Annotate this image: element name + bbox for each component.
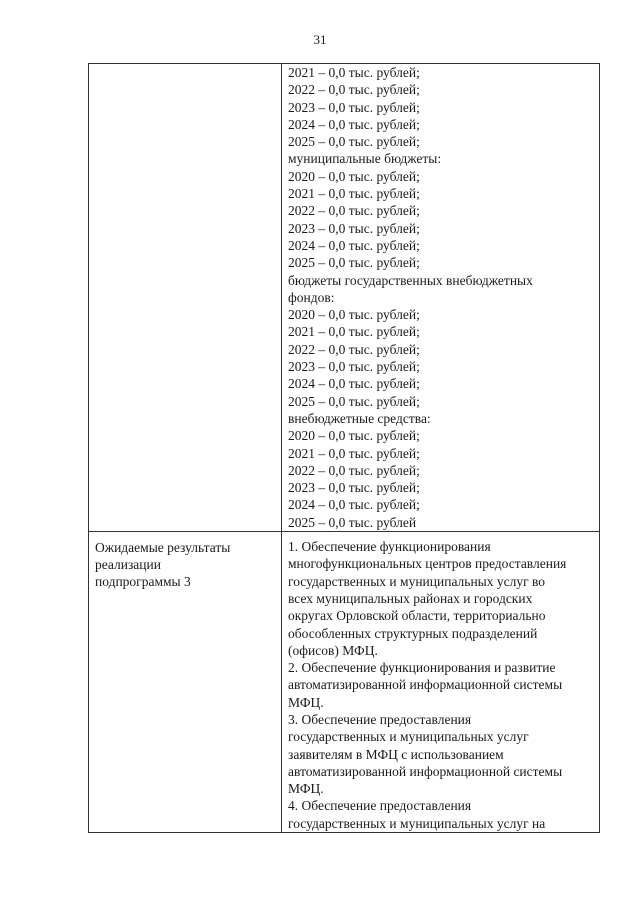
funding-line: внебюджетные средства: (288, 410, 431, 426)
row1-left-text (89, 64, 281, 71)
funding-line: 2024 – 0,0 тыс. рублей; (288, 376, 420, 392)
funding-line: 2025 – 0,0 тыс. рублей; (288, 255, 420, 271)
result-line: обособленных структурных подразделений (288, 625, 538, 641)
funding-line: 2020 – 0,0 тыс. рублей; (288, 307, 420, 323)
funding-line: 2020 – 0,0 тыс. рублей; (288, 428, 420, 444)
funding-line: 2021 – 0,0 тыс. рублей; (288, 65, 420, 80)
funding-line: 2025 – 0,0 тыс. рублей; (288, 393, 420, 409)
result-line: автоматизированной информационной системы (288, 763, 563, 779)
funding-line: 2024 – 0,0 тыс. рублей; (288, 497, 420, 513)
result-line: автоматизированной информационной системы (288, 677, 563, 693)
row2-right-cell (282, 532, 600, 833)
row1-left-cell (89, 64, 282, 532)
funding-line: 2022 – 0,0 тыс. рублей; (288, 341, 420, 357)
result-line: государственных и муниципальных услуг на (288, 815, 546, 831)
funding-line: 2023 – 0,0 тыс. рублей; (288, 99, 420, 115)
funding-line: 2021 – 0,0 тыс. рублей; (288, 324, 420, 340)
funding-line: 2024 – 0,0 тыс. рублей; (288, 237, 420, 253)
row2-left-text (89, 532, 281, 590)
result-line: государственных и муниципальных услуг во (288, 573, 546, 589)
result-line: округах Орловской области, территориально (288, 608, 546, 624)
result-line: 2. Обеспечение функционирования и развитие (288, 660, 556, 676)
funding-line: 2025 – 0,0 тыс. рублей (288, 514, 417, 530)
funding-line: 2020 – 0,0 тыс. рублей; (288, 168, 420, 184)
page-number: 31 (313, 32, 327, 47)
funding-line: 2023 – 0,0 тыс. рублей; (288, 220, 420, 236)
funding-lines (282, 64, 599, 531)
result-line: заявителям в МФЦ с использованием (288, 746, 504, 762)
result-line: МФЦ. (288, 781, 324, 797)
funding-line: 2022 – 0,0 тыс. рублей; (288, 203, 420, 219)
funding-line: 2024 – 0,0 тыс. рублей; (288, 116, 420, 132)
result-line: государственных и муниципальных услуг (288, 729, 529, 745)
row2-left-line: подпрограммы 3 (95, 574, 191, 590)
result-line: МФЦ. (288, 694, 324, 710)
table-row (89, 532, 600, 833)
row2-left-line: реализации (95, 557, 161, 573)
funding-line: 2022 – 0,0 тыс. рублей; (288, 82, 420, 98)
funding-line: бюджеты государственных внебюджетных (288, 272, 533, 288)
result-line: многофункциональных центров предоставления (288, 556, 567, 572)
result-line: 3. Обеспечение предоставления (288, 711, 472, 727)
passport-table (88, 63, 600, 833)
funding-line: фондов: (288, 289, 335, 305)
row2-left-line: Ожидаемые результаты (95, 540, 231, 556)
result-line: 4. Обеспечение предоставления (288, 798, 472, 814)
row1-right-cell (282, 64, 600, 532)
funding-line: 2023 – 0,0 тыс. рублей; (288, 480, 420, 496)
row2-left-cell (89, 532, 282, 833)
funding-line: 2025 – 0,0 тыс. рублей; (288, 134, 420, 150)
funding-line: 2021 – 0,0 тыс. рублей; (288, 445, 420, 461)
expected-results-lines (282, 532, 599, 832)
result-line: всех муниципальных районах и городских (288, 590, 533, 606)
result-line: 1. Обеспечение функционирования (288, 539, 491, 555)
result-line: (офисов) МФЦ. (288, 642, 378, 658)
funding-line: 2022 – 0,0 тыс. рублей; (288, 462, 420, 478)
table-row (89, 64, 600, 532)
funding-line: 2023 – 0,0 тыс. рублей; (288, 359, 420, 375)
funding-line: муниципальные бюджеты: (288, 151, 442, 167)
funding-line: 2021 – 0,0 тыс. рублей; (288, 186, 420, 202)
